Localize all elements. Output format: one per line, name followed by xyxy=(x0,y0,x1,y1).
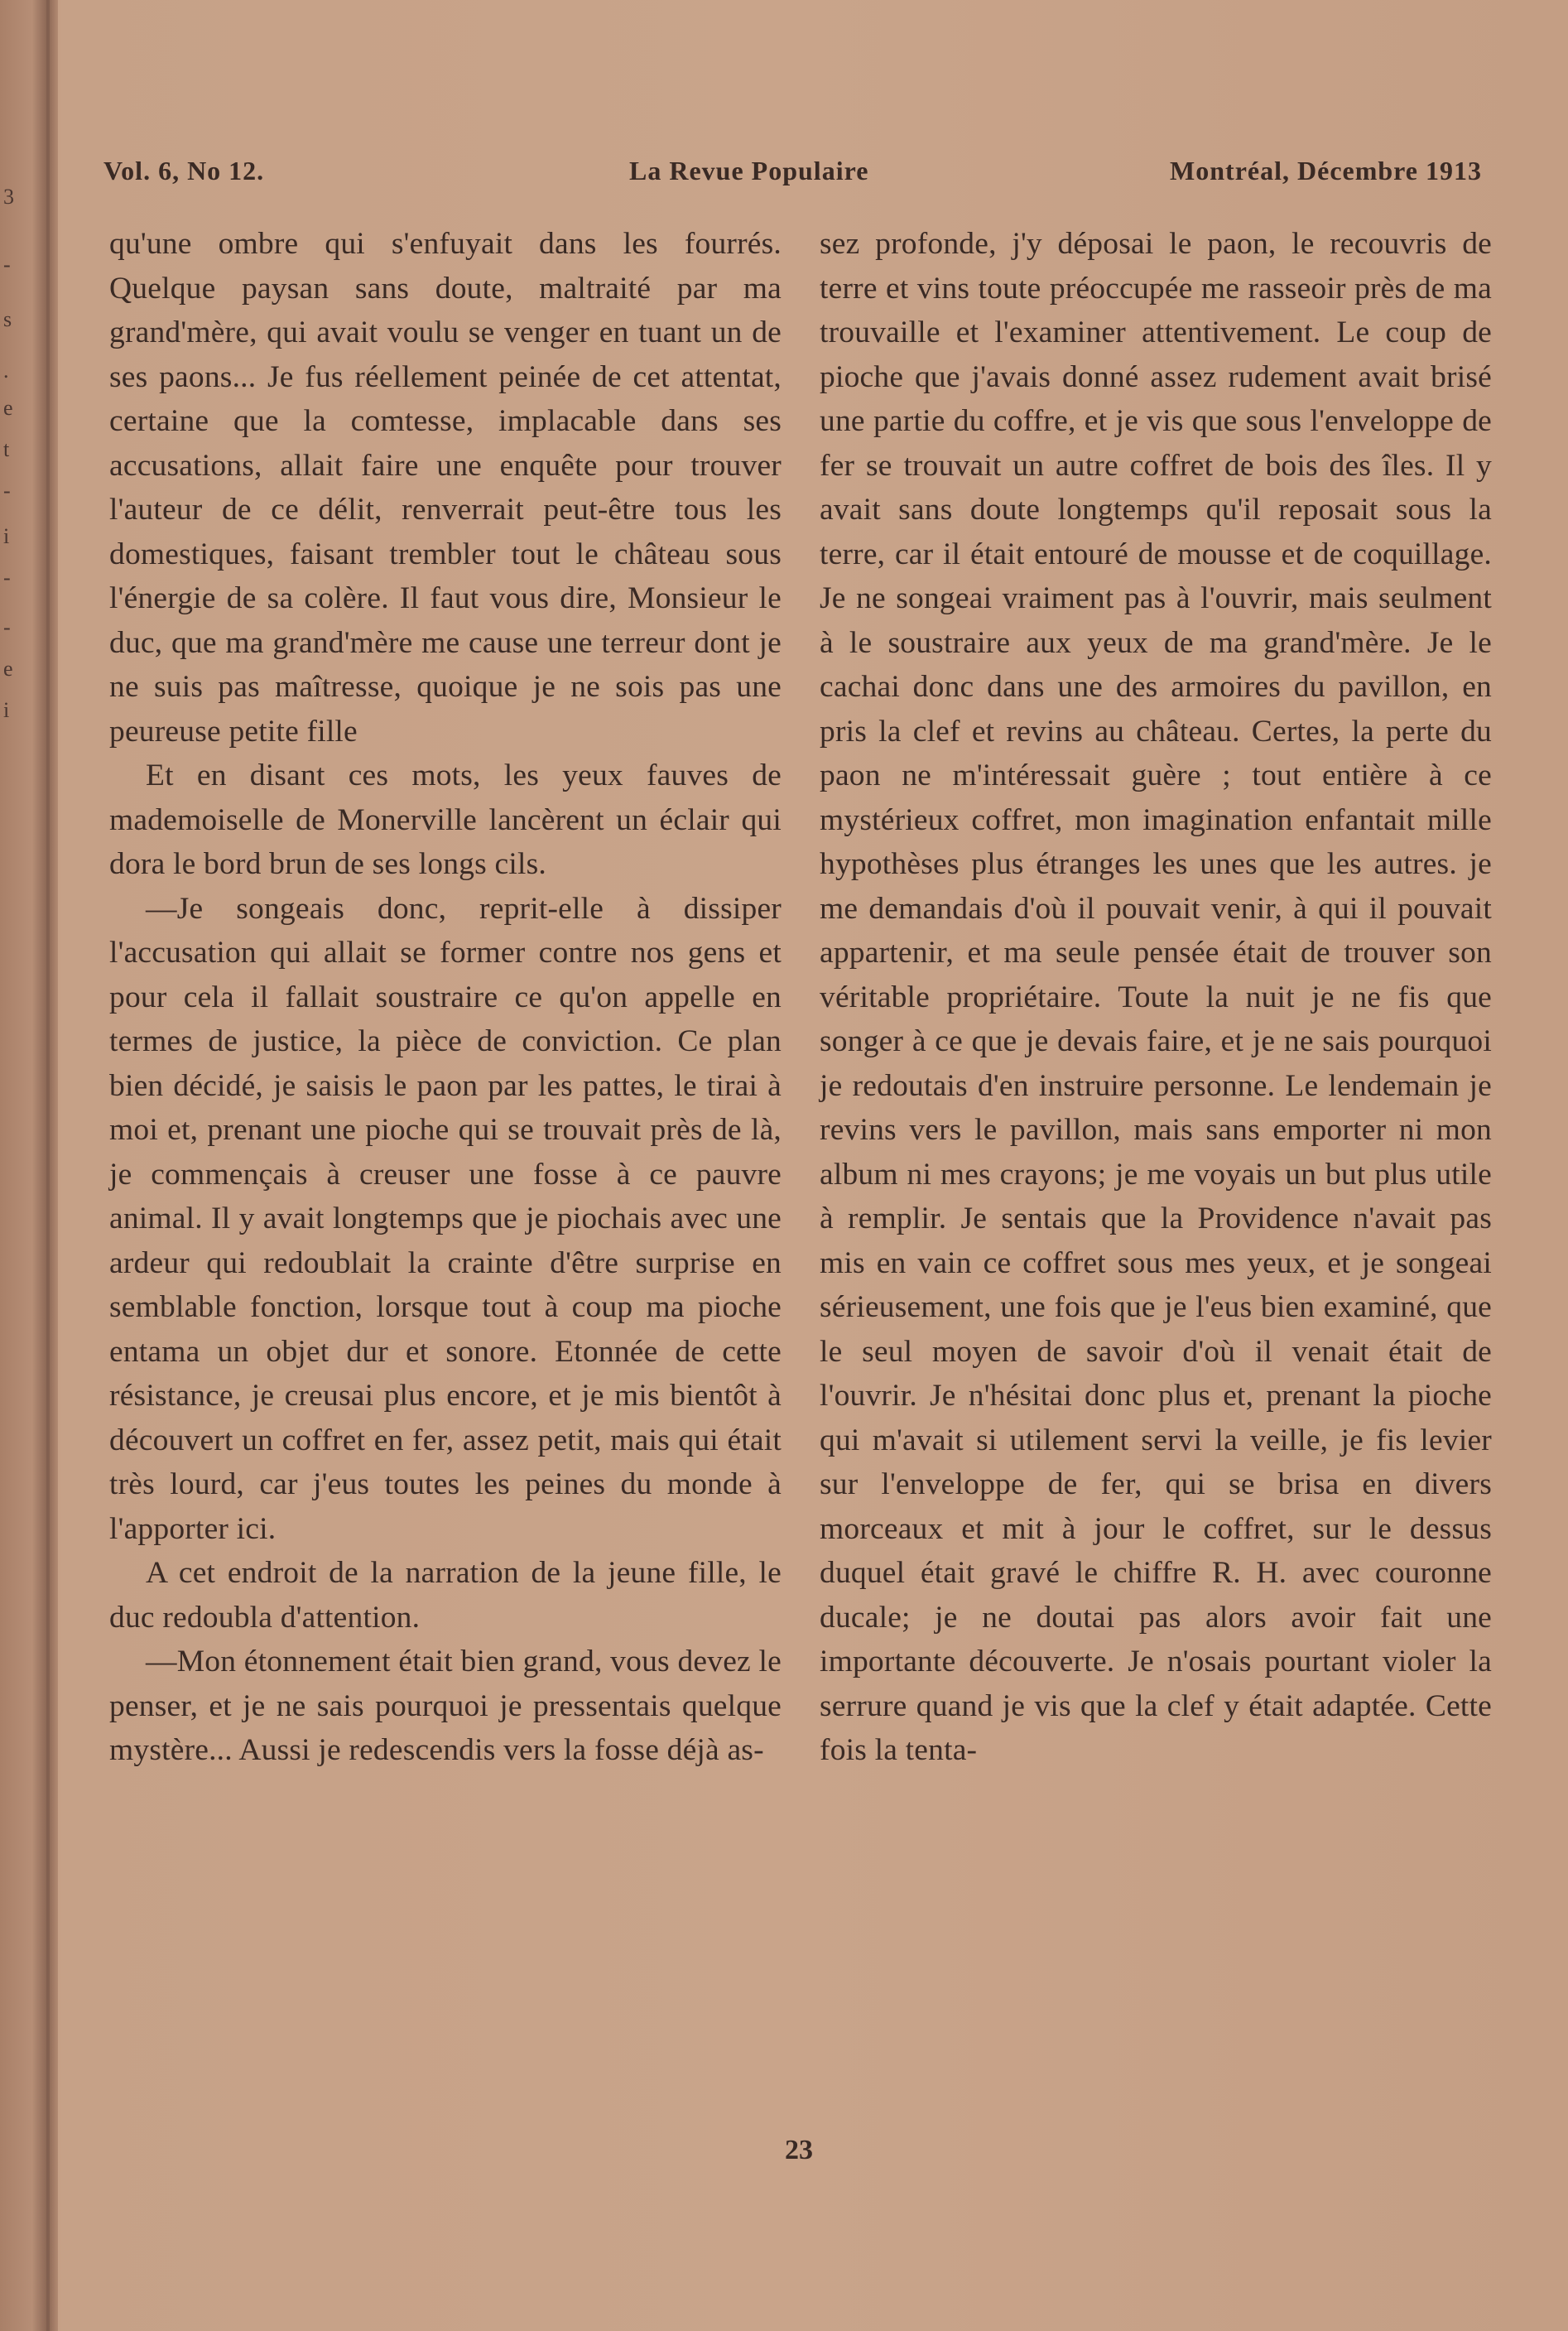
binding-edge-line xyxy=(46,0,50,2331)
margin-fragment: - xyxy=(3,479,11,503)
running-header xyxy=(103,156,1482,197)
journal-title: La Revue Populaire xyxy=(629,156,869,185)
paragraph: A cet endroit de la narration de la jeune fille, le duc redoubla d'attention. xyxy=(109,1556,782,1635)
margin-fragment: s xyxy=(3,307,12,331)
margin-fragment: 3 xyxy=(3,185,14,209)
paragraph: sez profonde, j'y déposai le paon, le recouvris de terre et vins toute préoccupée me rasseoir près de ma trouvaille et l'examiner attentivement. Le coup de pioche que j'avais donné assez rudement avait brisé une partie du coffre, et je vis que sous l'enveloppe de fer se trouvait un autre coffret de bois des îles. Il y avait sans doute longtemps qu'il reposait sous la terre, car il était entouré de mousse et de coquillage. Je ne songeai vraiment pas à l'ouvrir, mais seulment à le soustraire aux yeux de ma grand'mère. Je le cachai donc dans une des armoires du pavillon, en pris la clef et revins au château. Certes, la perte du paon ne m'intéressait guère ; tout entière à ce mystérieux coffret, mon imagination enfantait mille hypothèses plus étranges les unes que les autres. je me demandais d'où il pouvait venir, à qui il pouvait appartenir, et ma seule pensée était de trouver son véritable propriétaire. Toute la nuit je ne fis que songer à ce que je devais faire, et je ne sais pourquoi je redoutais d'en instruire personne. Le lendemain je revins vers le pavillon, mais sans emporter ni mon album ni mes crayons; je me voyais un but plus utile à remplir. Je sentais que la Providence n'avait pas mis en vain ce coffret sous mes yeux, et je songeai sérieusement, une fois que je l'eus bien examiné, que le seul moyen de savoir d'où il venait était de l'ouvrir. Je n'hésitai donc plus et, prenant la pioche qui m'avait si utilement servi la veille, je fis levier sur l'enveloppe de fer, qui se brisa en divers morceaux et mit à jour le coffret, sur le dessus duquel était gravé le chiffre R. H. avec couronne ducale; je ne doutai pas alors avoir fait une importante découverte. Je n'osais pourtant violer la serrure quand je vis que la clef y était adaptée. Cette fois la tenta- xyxy=(820,227,1492,1767)
place-date: Montréal, Décembre 1913 xyxy=(1170,156,1482,185)
margin-fragment: i xyxy=(3,698,10,722)
margin-fragment: i xyxy=(3,524,10,548)
left-column xyxy=(109,222,782,1773)
margin-fragment: e xyxy=(3,657,13,681)
paragraph: —Mon étonnement était bien grand, vous devez le penser, et je ne sais pourquoi je pressentais quelque mystère... Aussi je redescendis vers la fosse déjà as- xyxy=(109,1645,782,1767)
paragraph: Et en disant ces mots, les yeux fauves de mademoiselle de Monerville lancèrent un éclair qui dora le bord brun de ses longs cils. xyxy=(109,759,782,881)
margin-fragment: . xyxy=(3,359,9,383)
margin-fragment: t xyxy=(3,437,10,461)
margin-fragment: - xyxy=(3,615,11,639)
margin-fragment: - xyxy=(3,566,11,590)
paragraph: qu'une ombre qui s'enfuyait dans les fourrés. Quelque paysan sans doute, maltraité par ma grand'mère, qui avait voulu se venger en tuant un de ses paons... Je fus réellement peinée de cet attentat, certaine que la comtesse, implacable dans ses accusations, allait faire une enquête pour trouver l'auteur de ce délit, renverrait peut-être tous les domestiques, faisant trembler tout le château sous l'énergie de sa colère. Il faut vous dire, Monsieur le duc, que ma grand'mère me cause une terreur dont je ne suis pas maîtresse, quoique je ne sois pas une peureuse petite fille xyxy=(109,227,782,749)
left-margin-fragments xyxy=(0,186,20,725)
margin-fragment: - xyxy=(3,253,11,277)
volume-number: Vol. 6, No 12. xyxy=(103,156,265,185)
right-column xyxy=(820,222,1492,1773)
margin-fragment: e xyxy=(3,396,13,420)
page-number: 23 xyxy=(785,2135,813,2165)
paragraph: —Je songeais donc, reprit-elle à dissiper l'accusation qui allait se former contre nos gens et pour cela il fallait soustraire ce qu'on appelle en termes de justice, la pièce de conviction. Ce plan bien décidé, je saisis le paon par les pattes, le tirai à moi et, prenant une pioche qui se trouvait près de là, je commençais à creuser une fosse à ce pauvre animal. Il y avait longtemps que je piochais avec une ardeur qui redoublait la crainte d'être surprise en semblable fonction, lorsque tout à coup ma pioche entama un objet dur et sonore. Etonnée de cette résistance, je creusai plus encore, et je mis bientôt à découvert un coffret en fer, assez petit, mais qui était très lourd, car j'eus toutes les peines du monde à l'apporter ici. xyxy=(109,891,782,1546)
